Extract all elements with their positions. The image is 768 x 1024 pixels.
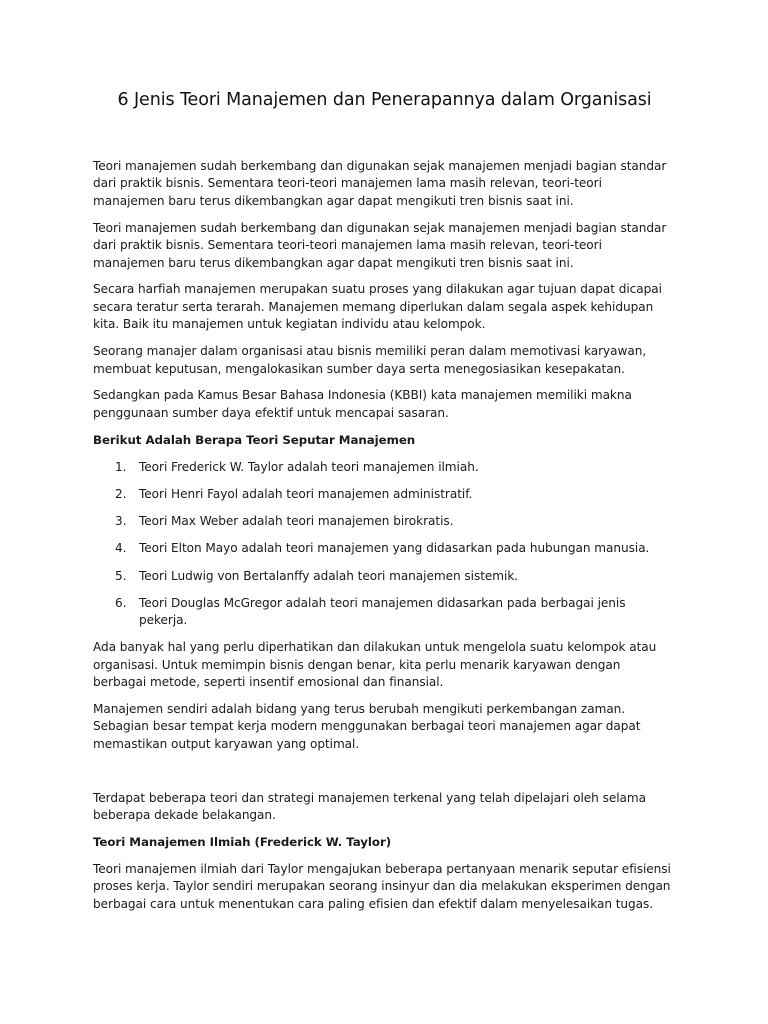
paragraph: Teori manajemen ilmiah dari Taylor mengajukan beberapa pertanyaan menarik seputar efisiensi proses kerja. Taylor sendiri merupakan seorang insinyur dan dia melakukan eksperimen dengan berbagai cara untuk menentukan cara paling efisien dan efektif dalam menyelesaikan tugas. <box>93 861 671 911</box>
list-item <box>93 595 676 630</box>
document-body <box>93 158 676 913</box>
list-number: 1. <box>115 459 127 474</box>
list-number: 4. <box>115 541 127 556</box>
list-number: 5. <box>115 568 127 583</box>
list-number: 6. <box>115 595 127 610</box>
list-item <box>93 513 676 530</box>
paragraph: Teori manajemen sudah berkembang dan digunakan sejak manajemen menjadi bagian standar dari praktik bisnis. Sementara teori-teori manajemen lama masih relevan, teori-teori manajemen baru terus dikembangkan agar dapat mengikuti tren bisnis saat ini. <box>93 220 667 270</box>
paragraph: Teori manajemen sudah berkembang dan digunakan sejak manajemen menjadi bagian standar dari praktik bisnis. Sementara teori-teori manajemen lama masih relevan, teori-teori manajemen baru terus dikembangkan agar dapat mengikuti tren bisnis saat ini. <box>93 159 667 208</box>
list-text: Teori Frederick W. Taylor adalah teori manajemen ilmiah. <box>139 459 479 474</box>
paragraph: Seorang manajer dalam organisasi atau bisnis memiliki peran dalam memotivasi karyawan, membuat keputusan, mengalokasikan sumber daya serta menegosiasikan kesepakatan. <box>93 344 647 376</box>
section-heading: Teori Manajemen Ilmiah (Frederick W. Taylor) <box>93 835 392 850</box>
list-text: Teori Max Weber adalah teori manajemen birokratis. <box>139 514 454 529</box>
list-heading: Berikut Adalah Berapa Teori Seputar Manajemen <box>93 432 416 447</box>
blank-line <box>93 763 676 790</box>
list-text: Teori Ludwig von Bertalanffy adalah teori manajemen sistemik. <box>139 568 519 583</box>
list-item <box>93 568 676 585</box>
list-text: Teori Henri Fayol adalah teori manajemen administratif. <box>139 486 473 501</box>
document-title: 6 Jenis Teori Manajemen dan Penerapannya dalam Organisasi <box>117 90 652 110</box>
paragraph: Ada banyak hal yang perlu diperhatikan dan dilakukan untuk mengelola suatu kelompok atau organisasi. Untuk memimpin bisnis dengan benar, kita perlu menarik karyawan dengan berbagai metode, seperti insentif emosional dan finansial. <box>93 640 657 690</box>
list-text: Teori Douglas McGregor adalah teori manajemen didasarkan pada berbagai jenis pekerja. <box>139 595 626 628</box>
list-number: 3. <box>115 514 127 529</box>
list-text: Teori Elton Mayo adalah teori manajemen yang didasarkan pada hubungan manusia. <box>139 541 650 556</box>
list-item <box>93 459 676 476</box>
paragraph: Sedangkan pada Kamus Besar Bahasa Indonesia (KBBI) kata manajemen memiliki makna penggunaan sumber daya efektif untuk mencapai sasaran. <box>93 388 632 420</box>
paragraph: Secara harfiah manajemen merupakan suatu proses yang dilakukan agar tujuan dapat dicapai secara teratur serta terarah. Manajemen memang diperlukan dalam segala aspek kehidupan kita. Baik itu manajemen untuk kegiatan individu atau kelompok. <box>93 282 662 332</box>
theory-list <box>93 459 676 630</box>
paragraph: Terdapat beberapa teori dan strategi manajemen terkenal yang telah dipelajari oleh selama beberapa dekade belakangan. <box>93 790 646 823</box>
list-number: 2. <box>115 486 127 501</box>
paragraph: Manajemen sendiri adalah bidang yang terus berubah mengikuti perkembangan zaman. Sebagian besar tempat kerja modern menggunakan berbagai teori manajemen agar dapat memastikan output karyawan yang optimal. <box>93 702 641 751</box>
list-item <box>93 540 676 557</box>
list-item <box>93 486 676 503</box>
